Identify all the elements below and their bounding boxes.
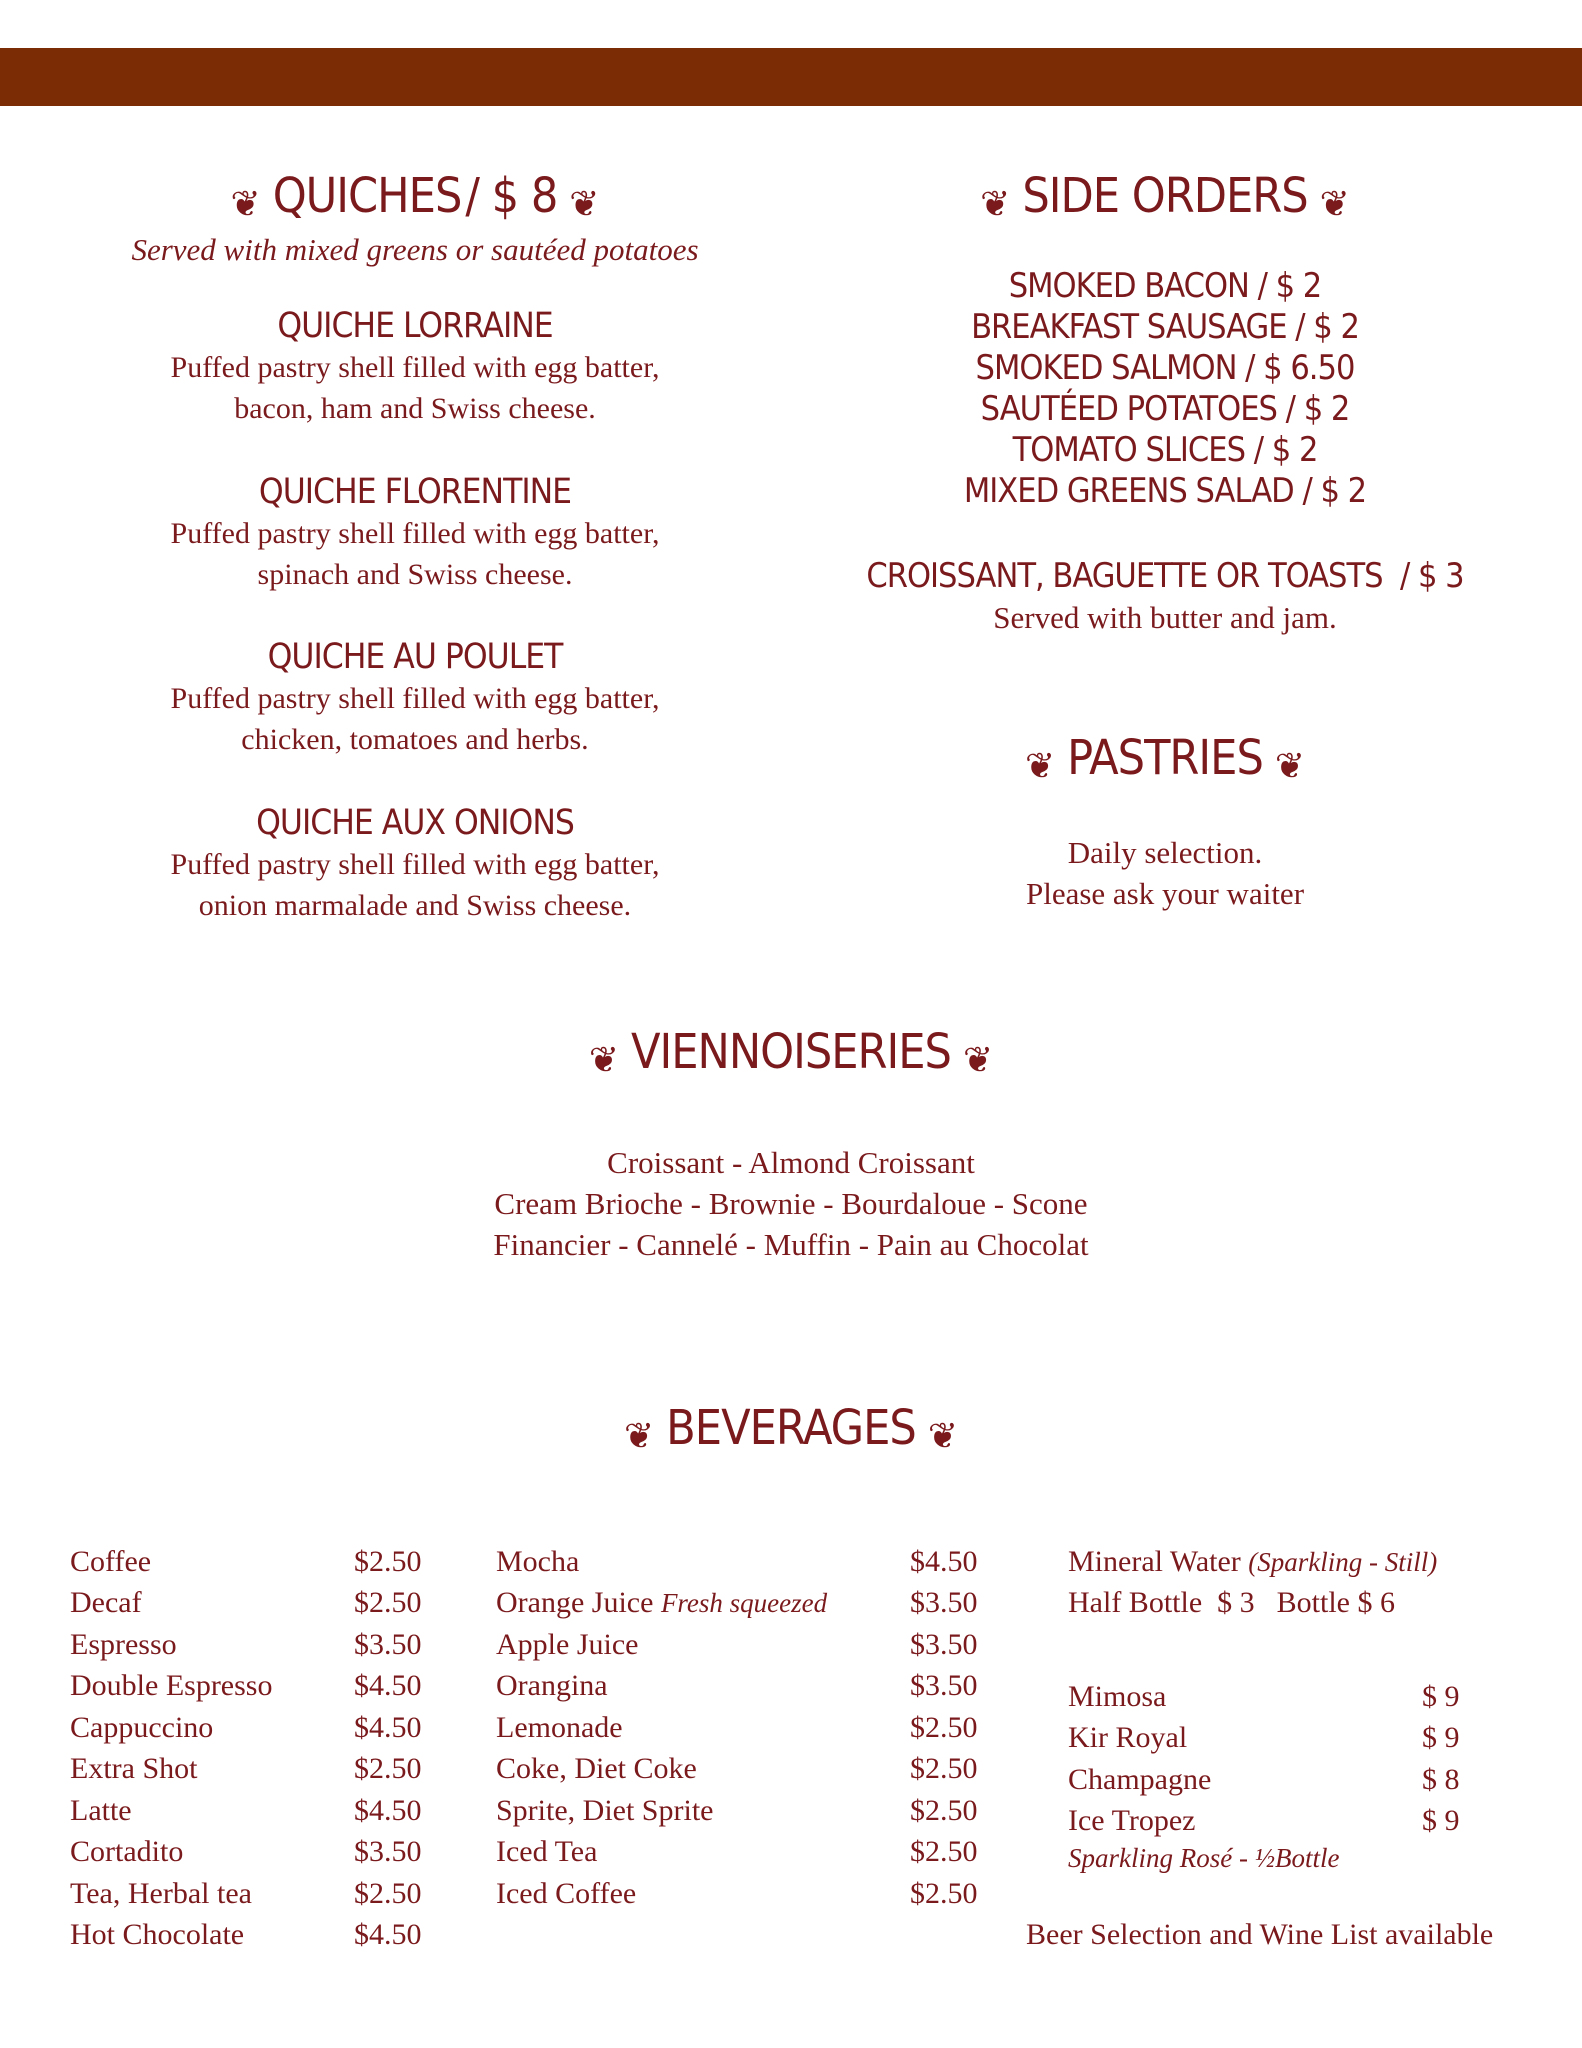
quiches-title: QUICHES	[272, 168, 462, 224]
beverage-price: $3.50	[910, 1628, 978, 1661]
ornament-icon: ❦	[588, 1040, 619, 1081]
beverage-name: Mocha	[496, 1545, 580, 1578]
mineral-water-row	[1068, 1541, 1437, 1582]
beverage-name: Iced Coffee	[496, 1877, 637, 1910]
beverage-price: $2.50	[910, 1711, 978, 1744]
beverage-note: Fresh squeezed	[660, 1588, 828, 1618]
side-orders-heading	[840, 168, 1490, 232]
pastries-heading	[840, 730, 1490, 794]
viennoiseries-line: Croissant - Almond Croissant	[607, 1145, 975, 1180]
beverage-row	[70, 1582, 422, 1623]
beverage-price: $4.50	[910, 1545, 978, 1578]
beverages-section	[0, 1400, 1582, 1464]
quiche-name: QUICHE AUX ONIONS	[256, 803, 574, 843]
beverage-row	[70, 1873, 422, 1914]
ornament-icon: ❦	[569, 184, 600, 225]
ornament-icon: ❦	[230, 184, 261, 225]
beverage-name: Orange Juice	[496, 1586, 654, 1619]
beverage-price: $2.50	[354, 1877, 422, 1910]
beverage-name: Latte	[70, 1794, 132, 1827]
quiche-desc: Puffed pastry shell filled with egg batter,	[170, 517, 660, 550]
quiche-item	[60, 637, 770, 760]
quiche-desc: bacon, ham and Swiss cheese.	[234, 392, 596, 425]
beverage-name: Iced Tea	[496, 1835, 598, 1868]
quiches-heading	[60, 168, 770, 232]
side-orders-section	[840, 168, 1490, 232]
beverage-row	[496, 1790, 978, 1831]
side-item: MIXED GREENS SALAD / $ 2	[963, 471, 1367, 511]
beverage-price: $4.50	[354, 1711, 422, 1744]
quiches-price: / $ 8	[465, 168, 558, 224]
beverage-row	[70, 1790, 422, 1831]
beverage-note: (Sparkling - Still)	[1248, 1547, 1438, 1577]
beverage-price: $ 8	[1422, 1763, 1460, 1796]
top-banner	[0, 48, 1582, 106]
beverage-price: $4.50	[354, 1794, 422, 1827]
side-item: SMOKED BACON / $ 2	[1008, 266, 1322, 306]
beverage-price: $3.50	[910, 1586, 978, 1619]
beverage-price: $2.50	[910, 1794, 978, 1827]
quiche-desc: onion marmalade and Swiss cheese.	[198, 889, 632, 922]
beverage-price: $3.50	[354, 1835, 422, 1868]
side-item: BREAKFAST SAUSAGE / $ 2	[971, 307, 1359, 347]
beverage-price: $ 9	[1422, 1680, 1460, 1713]
beverage-price: $3.50	[354, 1628, 422, 1661]
viennoiseries-title: VIENNOISERIES	[631, 1024, 951, 1080]
beverage-row	[1068, 1676, 1460, 1717]
beverage-name: Extra Shot	[70, 1752, 198, 1785]
side-item: TOMATO SLICES / $ 2	[1012, 430, 1318, 470]
pastries-section	[840, 730, 1490, 794]
side-item: SAUTÉED POTATOES / $ 2	[980, 389, 1350, 429]
side-orders-title: SIDE ORDERS	[1022, 168, 1308, 224]
beverage-price: $ 9	[1422, 1804, 1460, 1837]
beverage-price: $2.50	[910, 1877, 978, 1910]
beverage-name: Orangina	[496, 1669, 608, 1702]
beverage-price: $2.50	[910, 1835, 978, 1868]
ornament-icon: ❦	[1024, 746, 1056, 787]
ice-tropez-note: Sparkling Rosé - ½Bottle	[1068, 1843, 1340, 1873]
viennoiseries-line: Financier - Cannelé - Muffin - Pain au Chocolat	[493, 1227, 1089, 1262]
beverage-name: Tea, Herbal tea	[70, 1877, 252, 1910]
beverage-row	[496, 1873, 978, 1914]
mineral-water-sizes	[1068, 1582, 1395, 1623]
beverage-row	[496, 1541, 978, 1582]
viennoiseries-body	[0, 1142, 1582, 1265]
ornament-icon: ❦	[1274, 746, 1306, 787]
beverage-row	[1068, 1717, 1460, 1758]
beverage-name: Cappuccino	[70, 1711, 214, 1744]
half-bottle-price: Half Bottle $ 3	[1068, 1586, 1255, 1619]
pastries-title: PASTRIES	[1067, 730, 1263, 786]
bottle-price: Bottle $ 6	[1276, 1586, 1395, 1619]
beverage-name: Mimosa	[1068, 1680, 1167, 1713]
beverage-price: $ 9	[1422, 1721, 1460, 1754]
beverage-name: Hot Chocolate	[70, 1918, 245, 1951]
quiche-item	[60, 803, 770, 926]
beverage-name: Lemonade	[496, 1711, 623, 1744]
beverages-footer: Beer Selection and Wine List available	[1026, 1918, 1494, 1951]
ornament-icon: ❦	[624, 1416, 655, 1457]
beverage-row	[70, 1914, 422, 1955]
beverage-name: Coffee	[70, 1545, 152, 1578]
quiche-name: QUICHE LORRAINE	[277, 306, 553, 346]
beverage-row	[496, 1624, 978, 1665]
beverage-name: Cortadito	[70, 1835, 184, 1868]
bread-item	[840, 556, 1490, 638]
viennoiseries-line: Cream Brioche - Brownie - Bourdaloue - Scone	[494, 1186, 1088, 1221]
beverage-price: $4.50	[354, 1669, 422, 1702]
beverage-name: Champagne	[1068, 1763, 1212, 1796]
beverage-name: Double Espresso	[70, 1669, 273, 1702]
beverage-row	[496, 1582, 978, 1623]
quiche-item	[60, 472, 770, 595]
beverage-row	[70, 1624, 422, 1665]
side-orders-list	[840, 266, 1490, 512]
ornament-icon: ❦	[927, 1416, 958, 1457]
quiche-desc: Puffed pastry shell filled with egg batter,	[170, 848, 660, 881]
quiche-name: QUICHE AU POULET	[267, 637, 563, 677]
beverage-row	[1068, 1800, 1460, 1841]
beverage-price: $2.50	[354, 1545, 422, 1578]
quiche-name: QUICHE FLORENTINE	[258, 472, 572, 512]
beverage-row	[496, 1748, 978, 1789]
beverage-name: Apple Juice	[496, 1628, 639, 1661]
ornament-icon: ❦	[980, 184, 1011, 225]
pastries-body	[840, 832, 1490, 914]
beverage-row	[70, 1748, 422, 1789]
quiche-desc: Puffed pastry shell filled with egg batter,	[170, 351, 660, 384]
beverage-name: Espresso	[70, 1628, 177, 1661]
beverage-price: $2.50	[354, 1586, 422, 1619]
beverage-price: $4.50	[354, 1918, 422, 1951]
beverage-name: Ice Tropez	[1068, 1804, 1196, 1837]
beverage-price: $3.50	[910, 1669, 978, 1702]
bread-desc: Served with butter and jam.	[993, 600, 1337, 635]
beverages-heading	[0, 1400, 1582, 1464]
quiche-item	[60, 306, 770, 429]
side-item: SMOKED SALMON / $ 6.50	[975, 348, 1355, 388]
quiche-desc: spinach and Swiss cheese.	[257, 558, 573, 591]
beverage-price: $2.50	[910, 1752, 978, 1785]
ornament-icon: ❦	[962, 1040, 994, 1081]
quiches-section	[60, 168, 770, 268]
beverage-name: Kir Royal	[1068, 1721, 1188, 1754]
quiches-subtitle: Served with mixed greens or sautéed potatoes	[131, 232, 699, 267]
beverage-row	[1068, 1759, 1460, 1800]
pastries-line: Daily selection.	[1067, 835, 1263, 870]
beverage-name: Mineral Water	[1068, 1545, 1241, 1578]
bread-line: CROISSANT, BAGUETTE OR TOASTS / $ 3	[866, 556, 1464, 596]
beverage-row	[496, 1665, 978, 1706]
beverage-name: Sprite, Diet Sprite	[496, 1794, 714, 1827]
beverage-row	[496, 1707, 978, 1748]
beverage-row	[70, 1541, 422, 1582]
beverage-row	[70, 1831, 422, 1872]
quiche-desc: Puffed pastry shell filled with egg batter,	[170, 682, 660, 715]
beverage-price: $2.50	[354, 1752, 422, 1785]
pastries-line: Please ask your waiter	[1025, 876, 1305, 911]
viennoiseries-heading	[0, 1024, 1582, 1088]
beverage-row	[496, 1831, 978, 1872]
ornament-icon: ❦	[1319, 184, 1350, 225]
beverage-row	[70, 1707, 422, 1748]
quiche-desc: chicken, tomatoes and herbs.	[241, 723, 589, 756]
beverages-title: BEVERAGES	[666, 1400, 916, 1456]
beverage-name: Coke, Diet Coke	[496, 1752, 697, 1785]
beverage-row	[70, 1665, 422, 1706]
viennoiseries-section	[0, 1024, 1582, 1088]
beverage-name: Decaf	[70, 1586, 142, 1619]
